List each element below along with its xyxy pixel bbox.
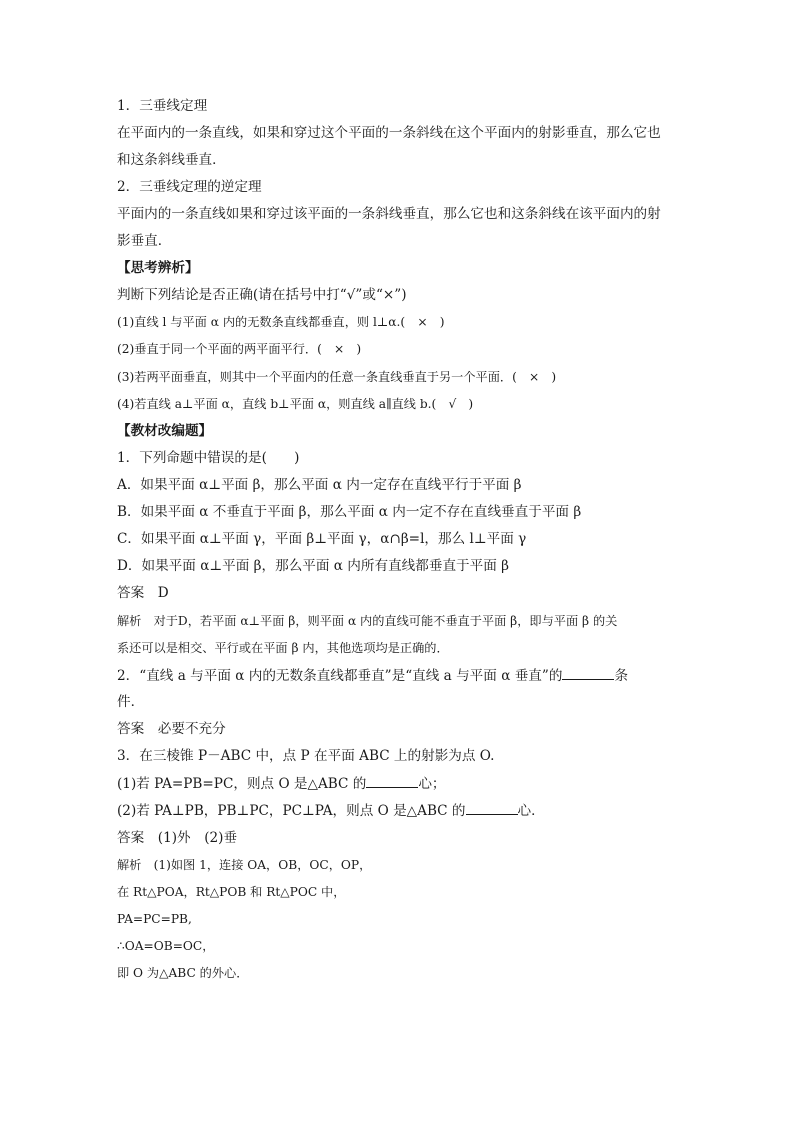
analysis-line bbox=[117, 856, 371, 874]
answer-label: 答案 bbox=[117, 830, 145, 846]
answer-line bbox=[117, 584, 169, 602]
question-3-text: 心． bbox=[517, 803, 545, 819]
section-title-three-perpendiculars: 1．三垂线定理 bbox=[117, 98, 208, 114]
textbook-header: 【教材改编题】 bbox=[117, 423, 213, 439]
question-2-stem bbox=[117, 666, 628, 685]
option-d: D．如果平面 α⊥平面 β，那么平面 α 内所有直线都垂直于平面 β bbox=[117, 558, 510, 574]
analysis-line: 系还可以是相交、平行或在平面 β 内，其他选项均是正确的． bbox=[117, 641, 449, 655]
answer-label: 答案 bbox=[117, 585, 145, 601]
question-2-text: 2．“直线 a 与平面 α 内的无数条直线都垂直”是“直线 a 与平面 α 垂直”的 bbox=[117, 668, 563, 684]
question-2-stem-cont: 件． bbox=[117, 694, 145, 710]
option-c: C．如果平面 α⊥平面 γ，平面 β⊥平面 γ，α∩β=l，那么 l⊥平面 γ bbox=[117, 531, 527, 547]
judgment-item: (4)若直线 a⊥平面 α，直线 b⊥平面 α，则直线 a∥直线 b.( √ ) bbox=[117, 397, 474, 411]
answer-line bbox=[117, 720, 226, 738]
analysis-line: ∴OA=OB=OC， bbox=[117, 939, 215, 953]
answer-value: D bbox=[157, 585, 169, 601]
answer-value: 必要不充分 bbox=[157, 721, 226, 737]
question-3-part-1 bbox=[117, 774, 446, 793]
analysis-label: 解析 bbox=[117, 858, 142, 872]
theorem-text-line: 在平面内的一条直线，如果和穿过这个平面的一条斜线在这个平面内的射影垂直，那么它也 bbox=[117, 125, 661, 141]
theorem-text-line: 和这条斜线垂直． bbox=[117, 152, 226, 168]
analysis-line: PA=PC=PB, bbox=[117, 912, 192, 926]
option-b: B．如果平面 α 不垂直于平面 β，那么平面 α 内一定不存在直线垂直于平面 β bbox=[117, 504, 582, 520]
answer-line bbox=[117, 829, 237, 847]
analysis-label: 解析 bbox=[117, 614, 142, 628]
fill-blank bbox=[562, 666, 614, 680]
analysis-text: 对于D，若平面 α⊥平面 β，则平面 α 内的直线可能不垂直于平面 β，即与平面 β 的关 bbox=[153, 614, 618, 628]
section-title-converse-theorem: 2．三垂线定理的逆定理 bbox=[117, 179, 262, 195]
judgment-item: (3)若两平面垂直，则其中一个平面内的任意一条直线垂直于另一个平面．( × ) bbox=[117, 370, 557, 384]
question-3-stem: 3．在三棱锥 P－ABC 中，点 P 在平面 ABC 上的射影为点 O. bbox=[117, 748, 495, 764]
analysis-text: (1)如图 1，连接 OA，OB，OC，OP， bbox=[153, 858, 372, 872]
question-3-part-2 bbox=[117, 801, 545, 820]
fill-blank bbox=[466, 801, 518, 815]
theorem-text-line: 平面内的一条直线如果和穿过该平面的一条斜线垂直，那么它也和这条斜线在该平面内的射 bbox=[117, 206, 661, 222]
theorem-text-line: 影垂直． bbox=[117, 233, 172, 249]
judgment-item: (1)直线 l 与平面 α 内的无数条直线都垂直，则 l⊥α.( × ) bbox=[117, 315, 445, 329]
analysis-line: 即 O 为△ABC 的外心． bbox=[117, 966, 249, 980]
judgment-item: (2)垂直于同一个平面的两平面平行．( × ) bbox=[117, 342, 362, 356]
question-2-text: 条 bbox=[614, 668, 629, 684]
answer-value: (1)外 (2)垂 bbox=[157, 830, 238, 846]
thinking-header: 【思考辨析】 bbox=[117, 260, 199, 276]
thinking-instruction: 判断下列结论是否正确(请在括号中打“√”或“×”) bbox=[117, 287, 407, 303]
fill-blank bbox=[366, 774, 418, 788]
option-a: A．如果平面 α⊥平面 β，那么平面 α 内一定存在直线平行于平面 β bbox=[117, 477, 522, 493]
question-3-text: (1)若 PA=PB=PC，则点 O 是△ABC 的 bbox=[117, 776, 367, 792]
analysis-line: 在 Rt△POA，Rt△POB 和 Rt△POC 中， bbox=[117, 885, 346, 899]
question-1-stem: 1．下列命题中错误的是( ) bbox=[117, 450, 300, 466]
question-3-text: 心； bbox=[418, 776, 446, 792]
analysis-line bbox=[117, 612, 617, 630]
question-3-text: (2)若 PA⊥PB，PB⊥PC，PC⊥PA，则点 O 是△ABC 的 bbox=[117, 803, 466, 819]
answer-label: 答案 bbox=[117, 721, 145, 737]
